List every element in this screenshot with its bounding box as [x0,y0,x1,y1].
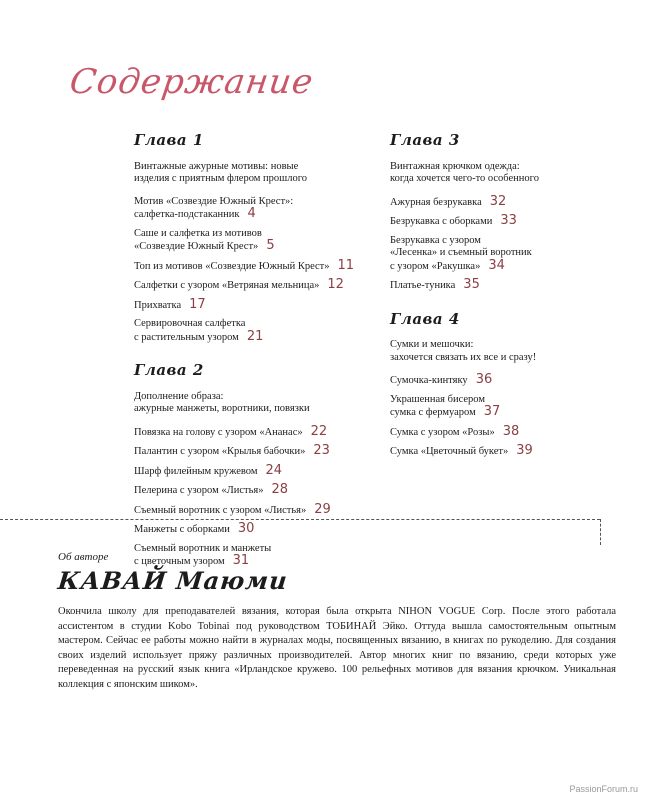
toc-item[interactable] [390,374,620,388]
chapter-3 [390,131,620,293]
toc-item[interactable] [134,296,374,313]
toc-item-label: Пелерина с узором «Листья» [134,485,264,496]
toc-item[interactable] [134,196,374,222]
chapter-intro: Винтажная крючком одежда: когда хочется чего-то особенного [390,160,539,184]
chapter-1 [134,131,374,344]
toc-item[interactable] [134,257,374,274]
toc-item[interactable] [134,445,374,459]
chapter-intro: Дополнение образа: ажурные манжеты, воротники, повязки [134,390,310,414]
toc-item-label: Топ из мотивов «Созвездие Южный Крест» [134,260,330,272]
toc-item-label: Повязка на голову с узором «Ананас» [134,426,303,438]
toc-item[interactable] [134,501,374,518]
toc-item-label: Безрукавка с узором «Лесенка» и съемный воротник с узором «Ракушка» [390,234,532,272]
toc-item-page: 29 [314,501,331,517]
toc-item-page: 22 [310,423,328,439]
toc-item[interactable] [390,423,620,440]
page-title: Содержание [67,62,317,102]
toc-item-label: Прихватка [134,299,182,311]
toc-item-label: Съемный воротник с узором «Листья» [134,504,307,516]
toc-item-page: 28 [271,482,289,497]
chapter-intro: Винтажные ажурные мотивы: новые изделия с приятным флером прошлого [134,160,308,184]
toc-item-page: 21 [246,328,264,344]
toc-item-label: Саше и салфетка из мотивов «Созвездие Южный Крест» [134,227,262,252]
watermark: PassionForum.ru [569,784,638,794]
toc-item-page: 36 [475,372,493,387]
toc-item-page: 30 [237,521,255,536]
toc-item-page: 39 [516,443,533,458]
author-bio: Окончила школу для преподавателей вязания, которая была открыта NIHON VOGUE Corp. После этого работала ассистентом в студии Kobo Tobinai под руководством ТОБИНАЙ Эйко. Оттуда вышла самостоятельным опытным мастером. Сейчас ее работы можно найти в журналах моды, посвященных вязанию, в книгах по рукоделию. Для создания своих изделий использует пряжу различных производителей. Автор многих книг по вязанию, среди которых уже переведенная на русский язык книга «Ирландское кружево. 100 рельефных мотивов для вязания крючком. Уникальная коллекция с японским шиком». [58,606,616,690]
toc-item-label: Палантин с узором «Крылья бабочки» [134,446,306,457]
chapter-heading: Глава 4 [390,309,460,328]
toc-item-page: 11 [337,257,355,273]
toc-item[interactable] [134,279,374,293]
toc-item-page: 34 [488,257,505,273]
toc-item[interactable] [134,484,374,498]
toc-item-label: Съемный воротник и манжеты с цветочным узором [134,542,272,567]
toc-item-page: 24 [265,462,283,478]
toc-item[interactable] [390,279,620,293]
toc-item-page: 38 [502,423,520,439]
toc-item-page: 5 [266,238,275,253]
toc-item-label: Украшенная бисером сумка с фермуаром [390,393,485,418]
toc-item[interactable] [134,523,374,537]
toc-item-label: Салфетки с узором «Ветряная мельница» [134,280,320,291]
author-name: КАВАЙ Маюми [56,566,290,595]
toc-item-page: 32 [489,193,507,209]
toc-item[interactable] [390,193,620,210]
toc-item[interactable] [390,235,620,274]
toc-column-left [134,131,374,575]
toc-item[interactable] [390,394,620,420]
toc-item-page: 4 [247,206,256,221]
toc-item[interactable] [134,318,374,344]
toc-item-page: 31 [232,553,250,568]
toc-item-label: Мотив «Созвездие Южный Крест»: салфетка-подстаканник [134,195,294,220]
toc-item-page: 37 [483,404,501,419]
toc-item[interactable] [134,228,374,254]
toc-item-label: Шарф филейным кружевом [134,465,258,477]
about-label: Об авторе [58,551,109,563]
chapter-heading: Глава 3 [390,131,460,149]
toc-item-page: 35 [463,277,480,292]
toc-item-page: 23 [313,443,330,458]
toc-column-right [390,131,620,465]
toc-item-page: 33 [500,213,517,228]
toc-item[interactable] [134,462,374,479]
chapter-2 [134,361,374,569]
toc-item[interactable] [390,215,620,229]
toc-item-label: Сумка «Цветочный букет» [390,446,509,457]
toc-item-label: Ажурная безрукавка [390,196,482,208]
toc-item-label: Сумка с узором «Розы» [390,426,495,438]
toc-item-page: 12 [327,277,344,292]
toc-item-label: Безрукавка с оборками [390,216,493,227]
section-divider [0,519,600,520]
toc-item[interactable] [134,423,374,440]
chapter-heading: Глава 2 [134,361,204,379]
toc-item[interactable] [390,445,620,459]
toc-item-label: Сервировочная салфетка с растительным узором [134,318,246,343]
section-divider-vertical [600,519,601,545]
toc-item-label: Платье-туника [390,280,456,291]
toc-item-label: Манжеты с оборками [134,524,230,535]
chapter-heading: Глава 1 [134,131,204,149]
chapter-intro: Сумки и мешочки: захочется связать их все и сразу! [390,339,537,363]
chapter-4 [390,309,620,459]
toc-item[interactable] [134,543,374,569]
toc-item-label: Сумочка-кинтяку [390,375,468,386]
toc-item-page: 17 [189,296,206,312]
